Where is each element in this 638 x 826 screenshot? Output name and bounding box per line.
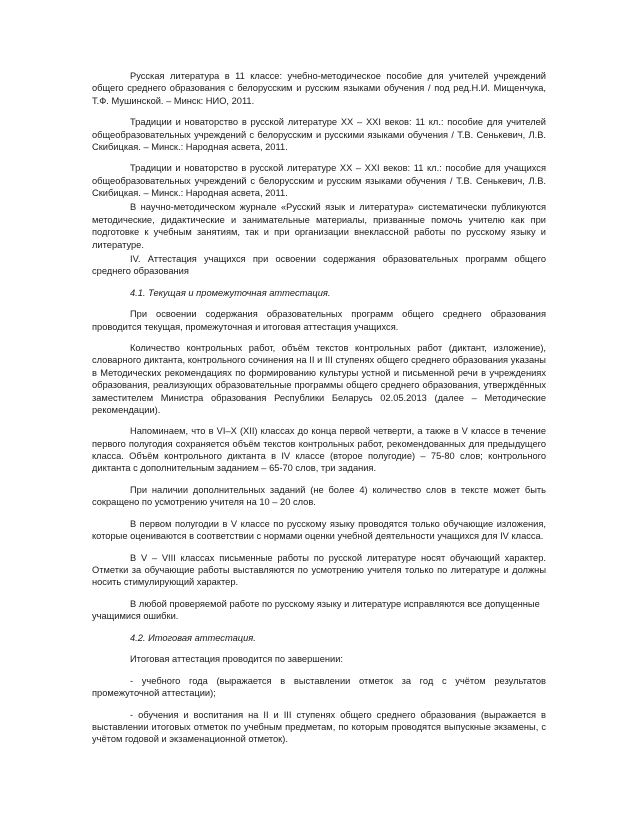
- document-page: [92, 70, 546, 755]
- list-item-school-year: - учебного года (выражается в выставлении отметок за год с учётом результатов промежуточной аттестации);: [92, 675, 546, 699]
- body-paragraph-final-attestation: Итоговая аттестация проводится по завершении:: [130, 654, 343, 665]
- reference-paragraph-3: Традиции и новаторство в русской литературе XX – XXI веков: 11 кл.: пособие для учащихся общеобразовательных учреждений с белорусским и русским языками обучения / Т.В. Сенькевич, Л.В. Скибицкая. – Минск.: Народная асвета, 2011.: [92, 163, 546, 199]
- list-item-education-stages: - обучения и воспитания на II и III ступенях общего среднего образования (выражается в выставлении итоговых отметок по учебным предметам, по которым проводятся выпускные экзамены, с учётом годовой и экзаменационной отметок).: [92, 709, 546, 745]
- body-paragraph-written-works: В V – VIII классах письменные работы по русской литературе носят обучающий характер. Отметки за обучающие работы выставляются по усмотрению учителя только по литературе и должны носить стимулирующий характер.: [92, 552, 546, 588]
- journal-paragraph: В научно-методическом журнале «Русский язык и литература» систематически публикуются методические, дидактические и занимательные материалы, призванные помочь учителю как при подготовке к учебным занятиям, так и при организации внеклассной работы по русскому языку и литературе.: [92, 202, 546, 250]
- subsection-heading-4-1: 4.1. Текущая и промежуточная аттестация.: [130, 287, 331, 298]
- reference-paragraph-1: Русская литература в 11 классе: учебно-методическое пособие для учителей учреждений общего среднего образования с белорусским и русским языками обучения / под ред.Н.И. Мищенчука, Т.Ф. Мушинской. – Минск: НИО, 2011.: [92, 71, 546, 106]
- body-paragraph-first-semester: В первом полугодии в V классе по русскому языку проводятся только обучающие изложения, которые оцениваются в соответствии с нормами оценки учебной деятельности учащихся для IV класса.: [92, 518, 546, 542]
- section-title: IV. Аттестация учащихся при освоении содержания образовательных программ общего среднего образования: [92, 253, 546, 277]
- body-paragraph-additional-tasks: При наличии дополнительных заданий (не более 4) количество слов в тексте может быть сокращено по усмотрению учителя на 10 – 20 слов.: [92, 484, 546, 508]
- subsection-heading-4-2: 4.2. Итоговая аттестация.: [130, 632, 256, 643]
- body-paragraph-corrections: В любой проверяемой работе по русскому языку и литературе исправляются все допущенные учащимися ошибки.: [92, 598, 540, 622]
- body-paragraph-attestation: При освоении содержания образовательных программ общего среднего образования проводится текущая, промежуточная и итоговая аттестация учащихся.: [92, 309, 546, 332]
- body-paragraph-reminder: Напоминаем, что в VI–X (XII) классах до конца первой четверти, а также в V классе в течение первого полугодия сохраняется объём текстов контрольных работ, рекомендованных для предыдущего класса. Объём контрольного диктанта в IV классе (второе полугодие) – 75-80 слов; контрольного диктанта с дополнительным заданием – 65-70 слов, три задания.: [92, 426, 546, 474]
- reference-paragraph-2: Традиции и новаторство в русской литературе XX – XXI веков: 11 кл.: пособие для учителей общеобразовательных учреждений с белорусским и русскими языками обучения / Т.В. Сенькевич, Л.В. Скибицкая. – Минск.: Народная асвета, 2011.: [92, 117, 546, 152]
- body-paragraph-control-works: Количество контрольных работ, объём текстов контрольных работ (диктант, изложение), словарного диктанта, контрольного сочинения на II и III ступенях общего среднего образования указаны в Методических рекомендациях по формированию культуры устной и письменной речи в учреждениях образования, реализующих образовательные программы общего среднего образования, утверждённых заместителем Министра образования Республики Беларусь 02.05.2013 (далее – Методические рекомендации).: [92, 343, 546, 415]
